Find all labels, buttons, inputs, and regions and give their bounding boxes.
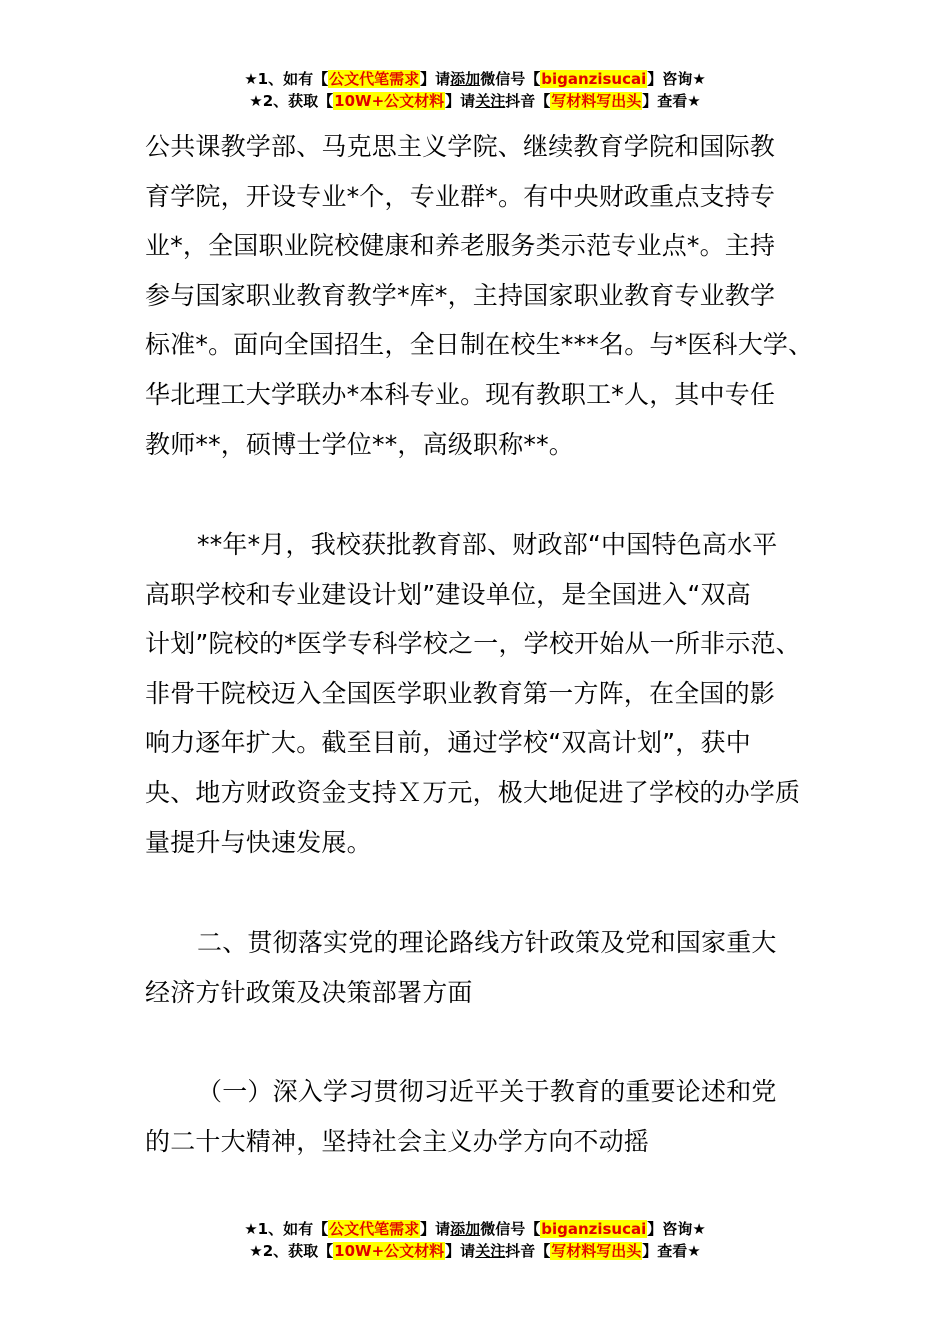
paragraph-school-overview [145,122,825,469]
footer-banner [0,1218,950,1262]
text-line: 量提升与快速发展。 [145,827,372,857]
star-icon: ★ [244,1220,258,1238]
text-line: 公共课教学部、马克思主义学院、继续教育学院和国际教 [145,132,776,161]
text-line: **年*月，我校获批教育部、财政部“中国特色高水平 [197,530,778,559]
text-line: 育学院，开设专业*个，专业群*。有中央财政重点支持专 [145,181,776,211]
banner-line-1: ★1、如有【公文代笔需求】请添加微信号【biganzisucai】咨询★ [244,70,706,88]
text-line: 高职学校和专业建设计划”建设单位，是全国进入“双高 [145,579,751,609]
text-line: 参与国家职业教育教学*库*，主持国家职业教育专业教学 [145,280,776,310]
banner-line-2: ★2、获取【10W+公文材料】请关注抖音【写材料写出头】查看★ [249,1242,701,1260]
text-line: 教师**，硕博士学位**，高级职称**。 [145,429,575,459]
star-icon: ★ [244,70,258,88]
highlight-wechat-id: biganzisucai [541,70,647,88]
highlight-wechat-id: biganzisucai [541,1220,647,1238]
star-icon: ★ [692,1220,706,1238]
banner-line-2: ★2、获取【10W+公文材料】请关注抖音【写材料写出头】查看★ [249,92,701,110]
text-line: 业*，全国职业院校健康和养老服务类示范专业点*。主持 [145,231,776,261]
paragraph-double-high-plan [145,520,825,867]
text-line: 非骨干院校迈入全国医学职业教育第一方阵，在全国的影 [145,678,776,708]
text-line: 华北理工大学联办*本科专业。现有教职工*人，其中专任 [145,379,776,409]
star-icon: ★ [249,1242,263,1260]
star-icon: ★ [692,70,706,88]
banner-line-1: ★1、如有【公文代笔需求】请添加微信号【biganzisucai】咨询★ [244,1220,706,1238]
text-line: 央、地方财政资金支持Ｘ万元，极大地促进了学校的办学质 [145,777,801,807]
star-icon: ★ [687,1242,701,1260]
highlight-service: 公文代笔需求 [329,1220,420,1238]
subsection-heading-1 [145,1067,825,1166]
text-line: 计划”院校的*医学专科学校之一，学校开始从一所非示范、 [145,629,801,659]
heading-line: 二、贯彻落实党的理论路线方针政策及党和国家重大 [197,928,777,957]
highlight-douyin-account: 写材料写出头 [551,92,642,110]
heading-line: （一）深入学习贯彻习近平关于教育的重要论述和党 [197,1077,777,1106]
text-line: 标准*。面向全国招生，全日制在校生***名。与*医科大学、 [145,330,814,360]
highlight-douyin-account: 写材料写出头 [551,1242,642,1260]
highlight-materials: 10W+公文材料 [334,1242,445,1260]
text-line: 响力逐年扩大。截至目前，通过学校“双高计划”，获中 [145,728,751,758]
header-banner [0,68,950,112]
star-icon: ★ [249,92,263,110]
highlight-service: 公文代笔需求 [329,70,420,88]
section-heading-2 [145,918,825,1017]
heading-line: 的二十大精神，坚持社会主义办学方向不动摇 [145,1126,650,1156]
highlight-materials: 10W+公文材料 [334,92,445,110]
star-icon: ★ [687,92,701,110]
heading-line: 经济方针政策及决策部署方面 [145,977,473,1007]
